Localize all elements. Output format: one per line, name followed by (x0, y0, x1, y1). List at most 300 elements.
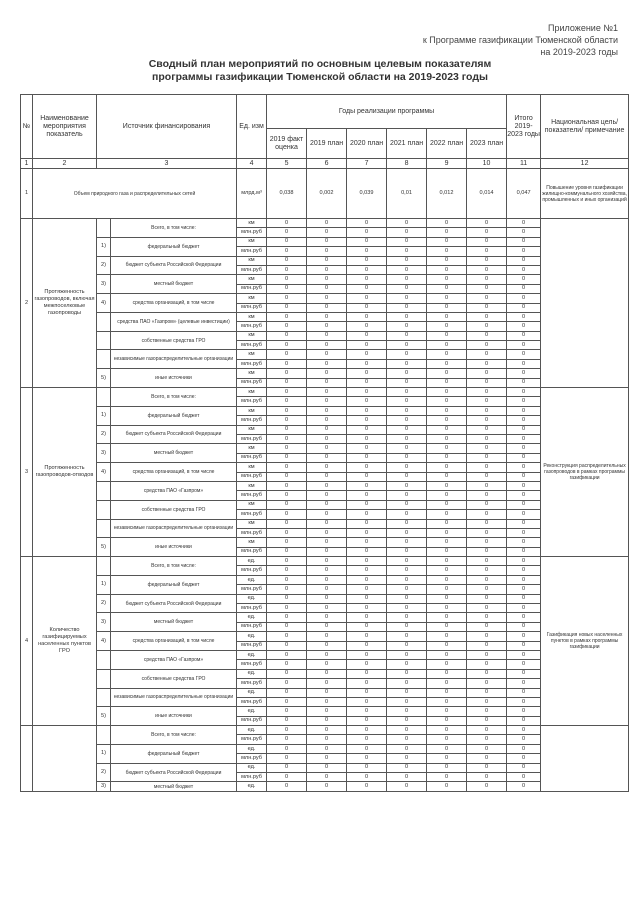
total-cell: 0 (507, 350, 541, 359)
value-cell: 0 (347, 773, 387, 782)
value-cell: 0 (387, 575, 427, 584)
value-cell: 0 (387, 491, 427, 500)
unit-cell: км (237, 369, 267, 378)
value-cell: 0 (427, 519, 467, 528)
source-number (97, 688, 111, 707)
table-row (21, 388, 629, 397)
table-row (21, 782, 629, 791)
section-number: 2 (21, 219, 33, 388)
value-cell: 0 (427, 303, 467, 312)
source-name: средства ПАО «Газпром» (целевые инвестиции) (111, 312, 237, 331)
value-cell: 0 (347, 406, 387, 415)
unit-cell: млн.руб (237, 566, 267, 575)
total-cell: 0 (507, 416, 541, 425)
header-total: Итого 2019-2023 годы (507, 95, 541, 159)
total-cell: 0 (507, 782, 541, 791)
unit-cell: км (237, 350, 267, 359)
column-number: 3 (97, 159, 237, 169)
source-number: 2) (97, 425, 111, 444)
value-cell: 0 (347, 613, 387, 622)
value-cell: 0 (467, 688, 507, 697)
value-cell: 0 (267, 707, 307, 716)
source-name: местный бюджет (111, 275, 237, 294)
value-cell: 0 (387, 369, 427, 378)
value-cell: 0 (267, 444, 307, 453)
value-cell: 0 (347, 726, 387, 735)
value-cell: 0 (427, 275, 467, 284)
value-cell: 0 (387, 425, 427, 434)
table-row (21, 726, 629, 735)
value-cell: 0 (427, 434, 467, 443)
unit-cell: ед. (237, 650, 267, 659)
value-cell: 0 (267, 566, 307, 575)
value-cell: 0 (387, 453, 427, 462)
value-cell: 0 (267, 472, 307, 481)
unit-cell: км (237, 237, 267, 246)
value-cell: 0 (347, 322, 387, 331)
value-cell: 0 (427, 472, 467, 481)
value-cell: 0 (307, 669, 347, 678)
unit-cell: км (237, 463, 267, 472)
value-cell: 0 (307, 519, 347, 528)
column-number: 12 (541, 159, 629, 169)
column-numbers-row (21, 159, 629, 169)
column-number: 4 (237, 159, 267, 169)
value-cell: 0 (387, 650, 427, 659)
value-cell: 0 (267, 219, 307, 228)
source-name: федеральный бюджет (111, 237, 237, 256)
value-cell: 0 (307, 679, 347, 688)
source-number (97, 650, 111, 669)
value-cell: 0 (307, 481, 347, 490)
value-cell: 0 (267, 575, 307, 584)
value-cell: 0 (467, 463, 507, 472)
column-number: 8 (387, 159, 427, 169)
value-cell: 0 (307, 444, 347, 453)
table-row (21, 538, 629, 547)
total-cell: 0 (507, 688, 541, 697)
value-cell: 0 (347, 679, 387, 688)
value-cell: 0 (467, 735, 507, 744)
value-cell: 0 (267, 716, 307, 725)
value-cell: 0 (427, 613, 467, 622)
total-cell: 0 (507, 669, 541, 678)
value-cell: 0 (267, 782, 307, 791)
value-cell: 0 (427, 378, 467, 387)
value-cell: 0 (307, 359, 347, 368)
value-cell: 0 (267, 641, 307, 650)
source-name: собственные средства ГРО (111, 669, 237, 688)
total-cell: 0 (507, 697, 541, 706)
column-number: 2 (33, 159, 97, 169)
value-cell: 0 (267, 397, 307, 406)
value-cell: 0 (267, 322, 307, 331)
value-cell: 0 (427, 782, 467, 791)
table-row (21, 312, 629, 321)
value-cell: 0 (467, 312, 507, 321)
value-cell: 0 (307, 434, 347, 443)
value-cell: 0 (387, 679, 427, 688)
value-cell: 0 (267, 481, 307, 490)
total-cell: 0 (507, 566, 541, 575)
table-row (21, 350, 629, 359)
value-cell: 0 (467, 510, 507, 519)
value-cell: 0 (427, 397, 467, 406)
source-name: средства организаций, в том числе (111, 463, 237, 482)
value-cell: 0 (427, 312, 467, 321)
source-name: независимые газораспределительные организации (111, 688, 237, 707)
value-cell: 0 (307, 726, 347, 735)
total-cell: 0 (507, 312, 541, 321)
value-cell: 0 (307, 650, 347, 659)
total-cell: 0 (507, 228, 541, 237)
total-cell: 0 (507, 650, 541, 659)
source-number (97, 669, 111, 688)
total-cell: 0 (507, 547, 541, 556)
value-cell: 0 (267, 632, 307, 641)
value-cell: 0 (347, 500, 387, 509)
value-cell: 0 (467, 350, 507, 359)
value-cell: 0 (427, 735, 467, 744)
value-cell: 0 (427, 500, 467, 509)
total-cell: 0 (507, 707, 541, 716)
value-cell: 0 (347, 463, 387, 472)
table-row (21, 669, 629, 678)
value-cell: 0 (307, 294, 347, 303)
value-cell: 0 (307, 397, 347, 406)
value-cell: 0 (427, 697, 467, 706)
column-number: 5 (267, 159, 307, 169)
value-cell: 0 (467, 547, 507, 556)
value-cell: 0 (427, 256, 467, 265)
total-cell: 0 (507, 622, 541, 631)
value-cell: 0 (307, 219, 347, 228)
value-cell: 0 (427, 669, 467, 678)
table-row (21, 650, 629, 659)
value-cell: 0 (427, 688, 467, 697)
value-cell: 0 (267, 754, 307, 763)
source-name: иные источники (111, 369, 237, 388)
source-name: средства организаций, в том числе (111, 294, 237, 313)
unit-cell: км (237, 275, 267, 284)
header-source: Источник финансирования (97, 95, 237, 159)
unit-cell: ед. (237, 688, 267, 697)
value-cell: 0 (307, 491, 347, 500)
source-number: 1) (97, 406, 111, 425)
value-cell: 0 (347, 566, 387, 575)
value-cell: 0 (387, 265, 427, 274)
value-cell: 0 (387, 594, 427, 603)
value-cell: 0 (267, 697, 307, 706)
table-row (21, 763, 629, 772)
total-cell: 0 (507, 754, 541, 763)
source-name: Всего, в том числе: (111, 557, 237, 576)
value-cell: 0 (387, 247, 427, 256)
value-cell: 0 (267, 688, 307, 697)
table-row (21, 632, 629, 641)
appendix-line3: на 2019-2023 годы (540, 47, 618, 57)
header-year: 2023 план (467, 129, 507, 159)
value-cell: 0 (307, 416, 347, 425)
value-cell: 0 (387, 735, 427, 744)
total-cell: 0 (507, 369, 541, 378)
table-row (21, 406, 629, 415)
value-cell: 0 (467, 566, 507, 575)
value-cell: 0 (347, 697, 387, 706)
column-number: 10 (467, 159, 507, 169)
value-cell: 0 (347, 359, 387, 368)
total-cell: 0 (507, 294, 541, 303)
value-cell: 0 (467, 660, 507, 669)
value-cell: 0 (427, 284, 467, 293)
source-name: Всего, в том числе: (111, 388, 237, 407)
value-cell: 0 (267, 359, 307, 368)
unit-cell: млн.руб (237, 322, 267, 331)
value-cell: 0 (467, 679, 507, 688)
value-cell: 0 (267, 500, 307, 509)
value-cell: 0 (467, 491, 507, 500)
unit-cell: млн.руб (237, 359, 267, 368)
unit-cell: км (237, 219, 267, 228)
value-cell: 0 (307, 594, 347, 603)
value-cell: 0 (467, 453, 507, 462)
source-number (97, 312, 111, 331)
value-cell: 0 (307, 331, 347, 340)
value-cell: 0 (267, 613, 307, 622)
value-cell: 0 (427, 679, 467, 688)
value-cell: 0 (427, 491, 467, 500)
value-cell: 0 (467, 425, 507, 434)
value-cell: 0 (307, 472, 347, 481)
source-number: 2) (97, 763, 111, 782)
total-cell: 0 (507, 491, 541, 500)
value-cell: 0 (267, 453, 307, 462)
value-cell: 0 (307, 622, 347, 631)
value-cell: 0 (427, 388, 467, 397)
value-cell: 0 (427, 416, 467, 425)
total-cell: 0 (507, 472, 541, 481)
section-name: Протяженность газопроводов, включая межпоселковые газопроводы (33, 219, 97, 388)
unit-cell: ед. (237, 594, 267, 603)
value-cell: 0 (347, 585, 387, 594)
value-cell: 0 (427, 538, 467, 547)
value-cell: 0 (467, 754, 507, 763)
note-cell: Реконструкция распределительных газопроводов в рамках программы газификации (541, 388, 629, 557)
total-cell: 0 (507, 585, 541, 594)
value-cell: 0 (427, 331, 467, 340)
value-cell: 0 (387, 773, 427, 782)
source-number (97, 726, 111, 745)
total-cell: 0 (507, 594, 541, 603)
total-cell: 0 (507, 434, 541, 443)
value-cell: 0 (307, 632, 347, 641)
value-cell: 0 (307, 538, 347, 547)
value-cell: 0 (267, 510, 307, 519)
total-cell: 0 (507, 481, 541, 490)
total-cell: 0 (507, 510, 541, 519)
value-cell: 0 (347, 594, 387, 603)
note-cell: Повышение уровня газификации жилищно-коммунального хозяйства, промышленных и иных организаций (541, 169, 629, 219)
value-cell: 0 (427, 228, 467, 237)
value-cell: 0 (267, 425, 307, 434)
value-cell: 0 (387, 294, 427, 303)
value-cell: 0 (307, 237, 347, 246)
value-cell: 0 (267, 773, 307, 782)
value-cell: 0 (427, 632, 467, 641)
value-cell: 0 (307, 735, 347, 744)
value-cell: 0 (267, 256, 307, 265)
value-cell: 0 (427, 575, 467, 584)
value-cell: 0 (267, 350, 307, 359)
value-cell: 0 (347, 341, 387, 350)
value-cell: 0 (387, 519, 427, 528)
unit-cell: км (237, 406, 267, 415)
header-year: 2019 факт оценка (267, 129, 307, 159)
source-number (97, 388, 111, 407)
value-cell: 0 (267, 331, 307, 340)
table-row (21, 575, 629, 584)
total-cell: 0 (507, 331, 541, 340)
total-cell: 0 (507, 744, 541, 753)
total-cell: 0 (507, 528, 541, 537)
unit-cell: млн.руб (237, 773, 267, 782)
value-cell: 0 (267, 669, 307, 678)
total-cell: 0 (507, 237, 541, 246)
source-number (97, 481, 111, 500)
source-name: иные источники (111, 538, 237, 557)
value-cell: 0 (267, 650, 307, 659)
source-name: бюджет субъекта Российской Федерации (111, 425, 237, 444)
table-row (21, 500, 629, 509)
value-cell: 0 (387, 707, 427, 716)
source-number (97, 557, 111, 576)
value-cell: 0 (387, 622, 427, 631)
table-row (21, 463, 629, 472)
header-no: № (21, 95, 33, 159)
total-cell: 0 (507, 773, 541, 782)
value-cell: 0 (347, 754, 387, 763)
value-cell: 0 (307, 557, 347, 566)
table-row (21, 557, 629, 566)
value-cell: 0 (387, 434, 427, 443)
value-cell: 0 (387, 378, 427, 387)
value-cell: 0 (467, 247, 507, 256)
source-number: 4) (97, 632, 111, 651)
value-cell: 0 (267, 434, 307, 443)
title-line1: Сводный план мероприятий по основным целевым показателям (148, 58, 492, 70)
value-cell: 0 (347, 519, 387, 528)
value-cell: 0 (387, 782, 427, 791)
value-cell: 0 (307, 406, 347, 415)
unit-cell: млн.руб (237, 547, 267, 556)
value-cell: 0 (267, 491, 307, 500)
table-row (21, 237, 629, 246)
value-cell: 0 (427, 453, 467, 462)
note-cell (541, 219, 629, 388)
value-cell: 0 (347, 744, 387, 753)
value-cell: 0 (307, 707, 347, 716)
value-cell: 0 (267, 660, 307, 669)
value-cell: 0 (387, 256, 427, 265)
value-cell: 0 (307, 388, 347, 397)
source-name: местный бюджет (111, 613, 237, 632)
value-cell: 0 (427, 707, 467, 716)
column-number: 11 (507, 159, 541, 169)
total-cell: 0 (507, 453, 541, 462)
table-row (21, 294, 629, 303)
unit-cell: млн.руб (237, 510, 267, 519)
table-row (21, 444, 629, 453)
value-cell: 0 (307, 754, 347, 763)
unit-cell: млн.руб (237, 585, 267, 594)
total-cell: 0 (507, 388, 541, 397)
value-cell: 0 (427, 557, 467, 566)
header-note: Национальная цель/ показатели/ примечание (541, 95, 629, 159)
value-cell: 0 (267, 341, 307, 350)
source-number: 5) (97, 369, 111, 388)
unit-cell: млн.руб (237, 604, 267, 613)
value-cell: 0 (347, 510, 387, 519)
value-cell: 0 (307, 763, 347, 772)
column-number: 1 (21, 159, 33, 169)
value-cell: 0 (387, 406, 427, 415)
total-cell: 0 (507, 378, 541, 387)
value-cell: 0 (387, 528, 427, 537)
value-cell: 0 (347, 632, 387, 641)
column-number: 6 (307, 159, 347, 169)
value-cell: 0 (387, 632, 427, 641)
value-cell: 0 (267, 585, 307, 594)
value-cell: 0 (307, 453, 347, 462)
value-cell: 0 (307, 773, 347, 782)
section-name: Протяженность газопроводов-отводов (33, 388, 97, 557)
value-cell: 0 (267, 312, 307, 321)
value-cell: 0 (347, 472, 387, 481)
unit-cell: ед. (237, 575, 267, 584)
value-cell: 0 (427, 754, 467, 763)
value-cell: 0 (307, 378, 347, 387)
value-cell: 0 (427, 463, 467, 472)
unit-cell: млн.руб (237, 641, 267, 650)
source-number: 3) (97, 275, 111, 294)
header-unit: Ед. изм (237, 95, 267, 159)
value-cell: 0 (387, 688, 427, 697)
value-cell: 0 (267, 275, 307, 284)
value-cell: 0 (427, 528, 467, 537)
value-cell: 0 (307, 312, 347, 321)
value-cell: 0 (387, 613, 427, 622)
value-cell: 0 (307, 660, 347, 669)
unit-cell: ед. (237, 669, 267, 678)
source-number (97, 350, 111, 369)
value-cell: 0 (467, 763, 507, 772)
source-number: 2) (97, 256, 111, 275)
source-name: бюджет субъекта Российской Федерации (111, 256, 237, 275)
value-cell: 0 (387, 228, 427, 237)
value-cell: 0 (467, 265, 507, 274)
value-cell: 0 (427, 219, 467, 228)
value-cell: 0 (387, 359, 427, 368)
total-cell: 0 (507, 716, 541, 725)
source-name: федеральный бюджет (111, 744, 237, 763)
section-name (33, 726, 97, 792)
value-cell: 0 (267, 726, 307, 735)
value-cell: 0 (387, 547, 427, 556)
value-cell: 0,012 (427, 169, 467, 219)
value-cell: 0 (387, 284, 427, 293)
value-cell: 0 (347, 491, 387, 500)
table-row (21, 519, 629, 528)
